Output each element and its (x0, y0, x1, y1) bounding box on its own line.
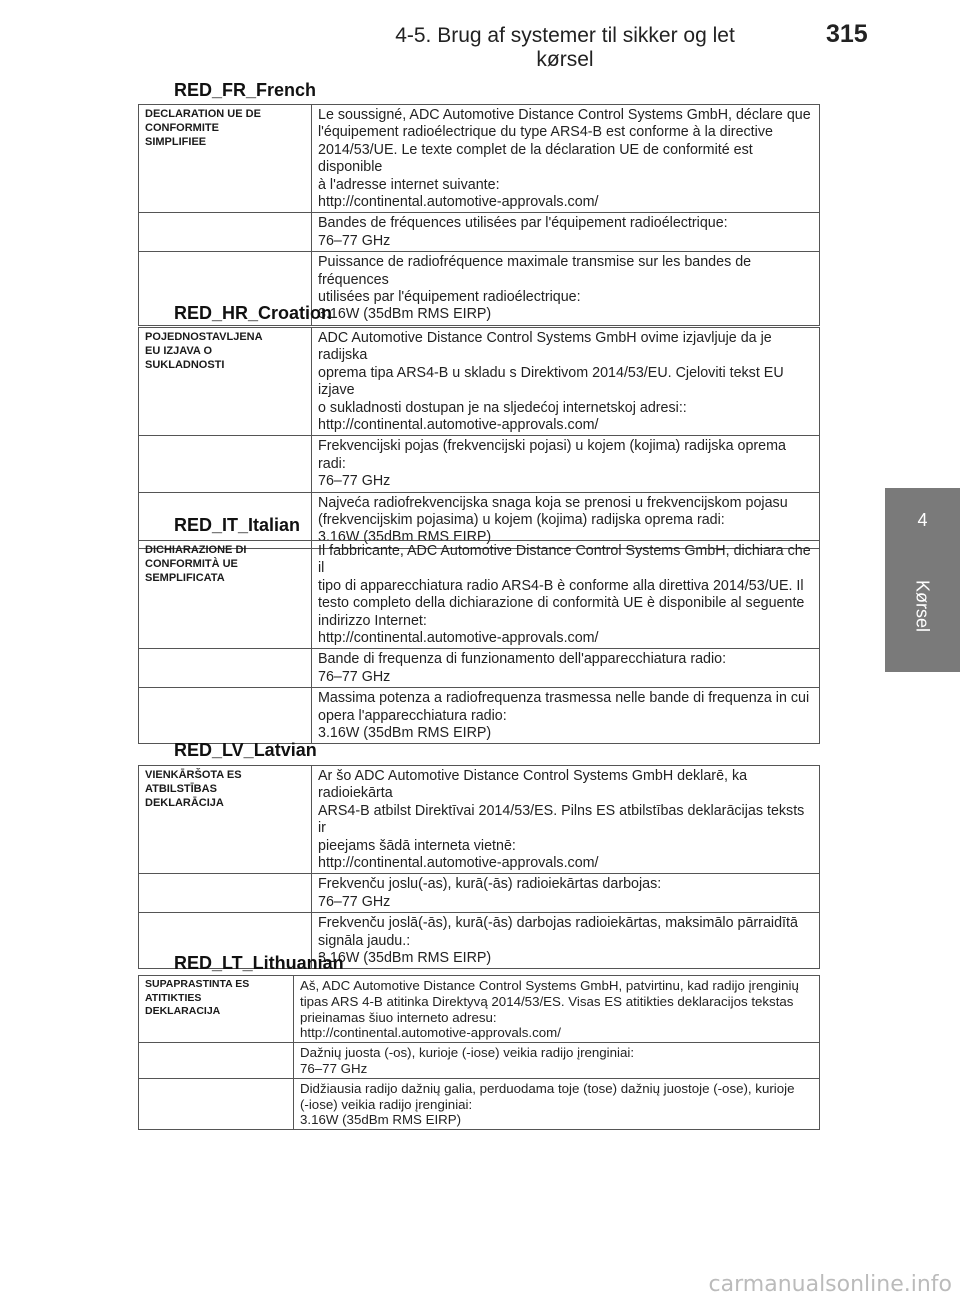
chapter-label: Kørsel (912, 579, 933, 633)
table-row (139, 649, 820, 688)
section-title: RED_FR_French (174, 80, 317, 100)
declaration-label: DICHIARAZIONE DI CONFORMITÀ UE SEMPLIFICATA (139, 541, 312, 649)
declaration-text: Le soussigné, ADC Automotive Distance Control Systems GmbH, déclare que l'équipement radioélectrique du type ARS4-B est conforme à la directive 2014/53/UE. Le texte complet de la déclaration UE de conformité est disponible à l'adresse internet suivante: http://continental.automotive-approvals.com/ (312, 105, 820, 213)
empty-cell (139, 688, 312, 744)
table-row (139, 766, 820, 874)
declaration-text: Massima potenza a radiofrequenza trasmessa nelle bande di frequenza in cui opera l'apparecchiatura radio: 3.16W (35dBm RMS EIRP) (312, 688, 820, 744)
section-title: RED_IT_Italian (174, 515, 301, 535)
section-title: RED_HR_Croation (174, 303, 333, 323)
empty-cell (139, 874, 312, 913)
declaration-text: Didžiausia radijo dažnių galia, perduodama toje (tose) dažnių juostoje (-ose), kurioje (-iose) veikia radijo įrenginiai: 3.16W (35dBm RMS EIRP) (294, 1078, 820, 1129)
empty-cell (139, 436, 312, 492)
declaration-text: Frekvencijski pojas (frekvencijski pojasi) u kojem (kojima) radijska oprema radi: 76–77 GHz (312, 436, 820, 492)
declaration-label: VIENKĀRŠOTA ES ATBILSTĪBAS DEKLARĀCIJA (139, 766, 312, 874)
declaration-text: Frekvenču joslā(-ās), kurā(-ās) darbojas radioiekārtas, maksimālo pārraidītā signāla jaudu.: 3.16W (35dBm RMS EIRP) (312, 913, 820, 969)
empty-cell (139, 1043, 294, 1079)
table-row (139, 328, 820, 436)
declaration-table (138, 975, 820, 1130)
table-row (139, 1078, 820, 1129)
declaration-text: Bandes de fréquences utilisées par l'équipement radioélectrique: 76–77 GHz (312, 213, 820, 252)
section-title: RED_LT_Lithuanian (174, 953, 344, 973)
declaration-label: DECLARATION UE DE CONFORMITE SIMPLIFIEE (139, 105, 312, 213)
chapter-side-tab (885, 488, 960, 672)
section-title: RED_LV_Latvian (174, 740, 317, 760)
declaration-text: ADC Automotive Distance Control Systems GmbH ovime izjavljuje da je radijska oprema tipa ARS4-B u skladu s Direktivom 2014/53/EU. Cjeloviti tekst EU izjave o sukladnosti dostupan je na sljedećoj internetskoj adresi:: http://continental.automotive-approvals.com/ (312, 328, 820, 436)
empty-cell (139, 1078, 294, 1129)
declaration-table (138, 104, 820, 326)
chapter-number: 4 (917, 510, 928, 530)
table-row (139, 688, 820, 744)
declaration-table (138, 540, 820, 744)
chapter-title: 4-5. Brug af systemer til sikker og let kørsel (395, 24, 735, 71)
table-row (139, 874, 820, 913)
declaration-text: Aš, ADC Automotive Distance Control Systems GmbH, patvirtinu, kad radijo įrenginių tipas ARS 4-B atitinka Direktyvą 2014/53/ES. Visas ES atitikties deklaracijos tekstas prieinamas šiuo interneto adresu: http://continental.automotive-approvals.com/ (294, 976, 820, 1043)
table-row (139, 105, 820, 213)
watermark: carmanualsonline.info (708, 1272, 952, 1297)
declaration-table (138, 765, 820, 969)
table-row (139, 541, 820, 649)
declaration-text: Bande di frequenza di funzionamento dell'apparecchiatura radio: 76–77 GHz (312, 649, 820, 688)
empty-cell (139, 213, 312, 252)
declaration-text: Najveća radiofrekvencijska snaga koja se prenosi u frekvencijskom pojasu (frekvencijskim pojasima) u kojem (kojima) radijska oprema radi: 3.16W (35dBm RMS EIRP) (312, 492, 820, 548)
table-row (139, 213, 820, 252)
table-row (139, 976, 820, 1043)
declaration-text: Frekvenču joslu(-as), kurā(-ās) radioiekārtas darbojas: 76–77 GHz (312, 874, 820, 913)
declaration-label: SUPAPRASTINTA ES ATITIKTIES DEKLARACIJA (139, 976, 294, 1043)
declaration-text: Puissance de radiofréquence maximale transmise sur les bandes de fréquences utilisées par l'équipement radioélectrique: 3.16W (35dBm RMS EIRP) (312, 252, 820, 326)
declaration-label: POJEDNOSTAVLJENA EU IZJAVA O SUKLADNOSTI (139, 328, 312, 436)
declaration-text: Ar šo ADC Automotive Distance Control Systems GmbH deklarē, ka radioiekārta ARS4-B atbilst Direktīvai 2014/53/ES. Pilns ES atbilstības deklarācijas teksts ir pieejams šādā interneta vietnē: http://continental.automotive-approvals.com/ (312, 766, 820, 874)
table-row (139, 1043, 820, 1079)
table-row (139, 436, 820, 492)
empty-cell (139, 649, 312, 688)
page-number: 315 (826, 20, 868, 48)
declaration-text: Il fabbricante, ADC Automotive Distance Control Systems GmbH, dichiara che il tipo di apparecchiatura radio ARS4-B è conforme alla direttiva 2014/53/UE. Il testo completo della dichiarazione di conformità UE è disponibile al seguente indirizzo Internet: http://continental.automotive-approvals.com/ (312, 541, 820, 649)
declaration-text: Dažnių juosta (-os), kurioje (-iose) veikia radijo įrenginiai: 76–77 GHz (294, 1043, 820, 1079)
